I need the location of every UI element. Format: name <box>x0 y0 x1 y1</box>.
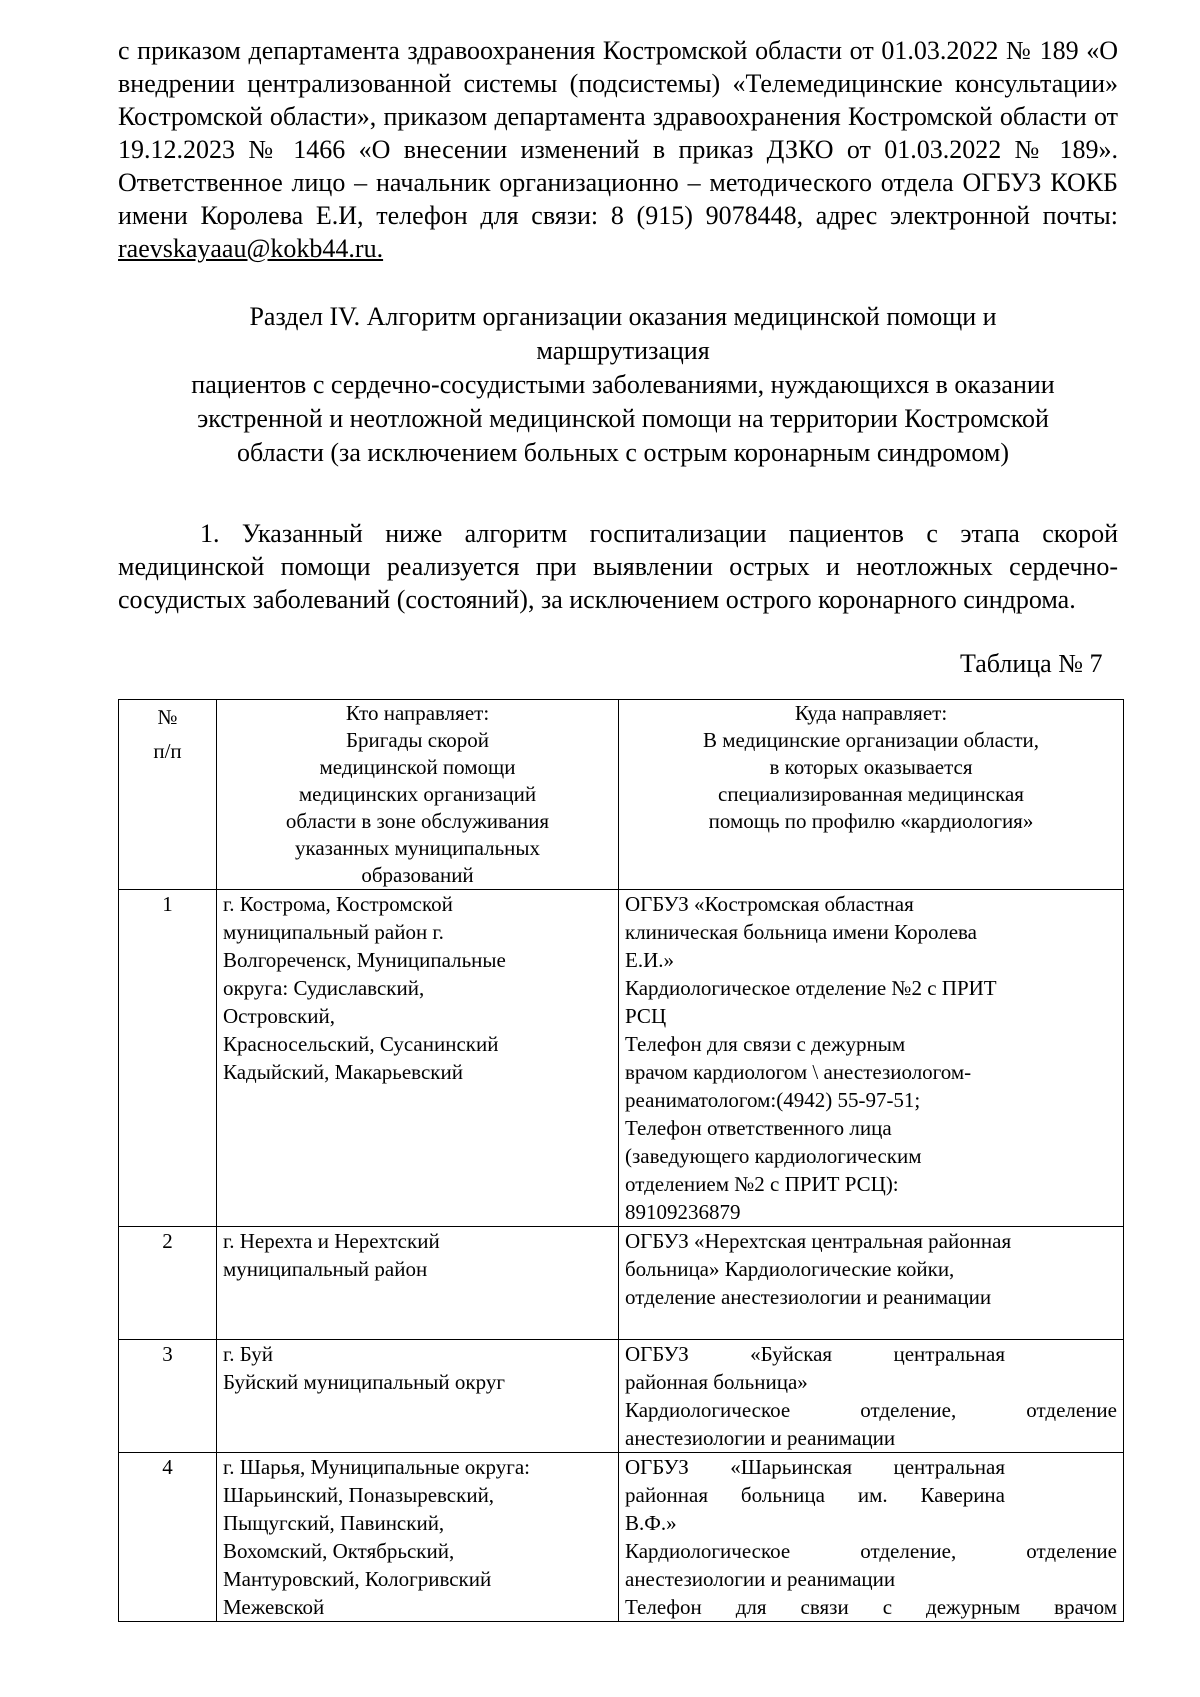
row-where-cell: ОГБУЗ «Шарьинская центральная районная больница им. Каверина В.Ф.» Кардиологическое отделение, отделение анестезиологии и реанимации Телефон для связи с дежурным врачом <box>619 1453 1124 1622</box>
section-heading-line: Раздел IV. Алгоритм организации оказания медицинской помощи и <box>249 302 997 331</box>
table-row <box>119 1453 1124 1622</box>
intro-paragraph <box>118 34 1118 265</box>
row-where-cell: ОГБУЗ «Костромская областная клиническая больница имени Королева Е.И.» Кардиологическое отделение №2 с ПРИТ РСЦ Телефон для связи с дежурным врачом кардиологом \ анестезиологом- реаниматологом:(4942) 55-97-51; Телефон ответственного лица (заведующего кардиологическим отделением №2 с ПРИТ РСЦ): 89109236879 <box>619 890 1124 1227</box>
row-number: 4 <box>119 1453 217 1622</box>
table-row <box>119 1227 1124 1340</box>
row-who-cell: г. Нерехта и Нерехтский муниципальный район <box>217 1227 619 1340</box>
row-where-cell: ОГБУЗ «Буйская центральная районная больница» Кардиологическое отделение, отделение анестезиологии и реанимации <box>619 1340 1124 1453</box>
algorithm-paragraph <box>118 517 1118 616</box>
row-who-cell: г. Кострома, Костромской муниципальный район г. Волгореченск, Муниципальные округа: Судиславский, Островский, Красносельский, Сусанинский Кадыйский, Макарьевский <box>217 890 619 1227</box>
section-heading <box>118 300 1128 470</box>
table-header-row <box>119 700 1124 890</box>
algorithm-paragraph-text: 1. Указанный ниже алгоритм госпитализации пациентов с этапа скорой медицинской помощи реализуется при выявлении острых и неотложных сердечно-сосудистых заболеваний (состояний), за исключением острого коронарного синдрома. <box>118 519 1118 614</box>
row-where-cell: ОГБУЗ «Нерехтская центральная районная больница» Кардиологические койки, отделение анестезиологии и реанимации <box>619 1227 1124 1340</box>
section-heading-line: экстренной и неотложной медицинской помощи на территории Костромской <box>197 404 1049 433</box>
routing-table <box>118 699 1124 1622</box>
table-row <box>119 890 1124 1227</box>
section-heading-line: области (за исключением больных с острым коронарным синдромом) <box>236 438 1009 467</box>
table-row <box>119 1340 1124 1453</box>
intro-text: с приказом департамента здравоохранения Костромской области от 01.03.2022 № 189 «О внедрении централизованной системы (подсистемы) «Телемедицинские консультации» Костромской области», приказом департамента здравоохранения Костромской области от 19.12.2023 № 1466 «О внесении изменений в приказ ДЗКО от 01.03.2022 № 189». Ответственное лицо – начальник организационно – методического отдела ОГБУЗ КОКБ имени Королева Е.И, телефон для связи: 8 (915) 9078448, адрес электронной почты: <box>118 36 1118 230</box>
section-heading-line: пациентов с сердечно-сосудистыми заболеваниями, нуждающихся в оказании <box>191 370 1055 399</box>
header-where: Куда направляет: В медицинские организации области, в которых оказывается специализированная медицинская помощь по профилю «кардиология» <box>619 700 1124 890</box>
header-num: № п/п <box>119 700 217 890</box>
row-who-cell: г. Шарья, Муниципальные округа: Шарьинский, Поназыревский, Пыщугский, Павинский, Вохомский, Октябрьский, Мантуровский, Кологривский Межевской <box>217 1453 619 1622</box>
header-who: Кто направляет: Бригады скорой медицинской помощи медицинских организаций области в зоне обслуживания указанных муниципальных образований <box>217 700 619 890</box>
row-number: 2 <box>119 1227 217 1340</box>
row-who-cell: г. Буй Буйский муниципальный округ <box>217 1340 619 1453</box>
table-caption: Таблица № 7 <box>960 649 1103 678</box>
row-number: 3 <box>119 1340 217 1453</box>
row-number: 1 <box>119 890 217 1227</box>
section-heading-line: маршрутизация <box>536 336 710 365</box>
email-link[interactable]: raevskayaau@kokb44.ru. <box>118 234 384 263</box>
